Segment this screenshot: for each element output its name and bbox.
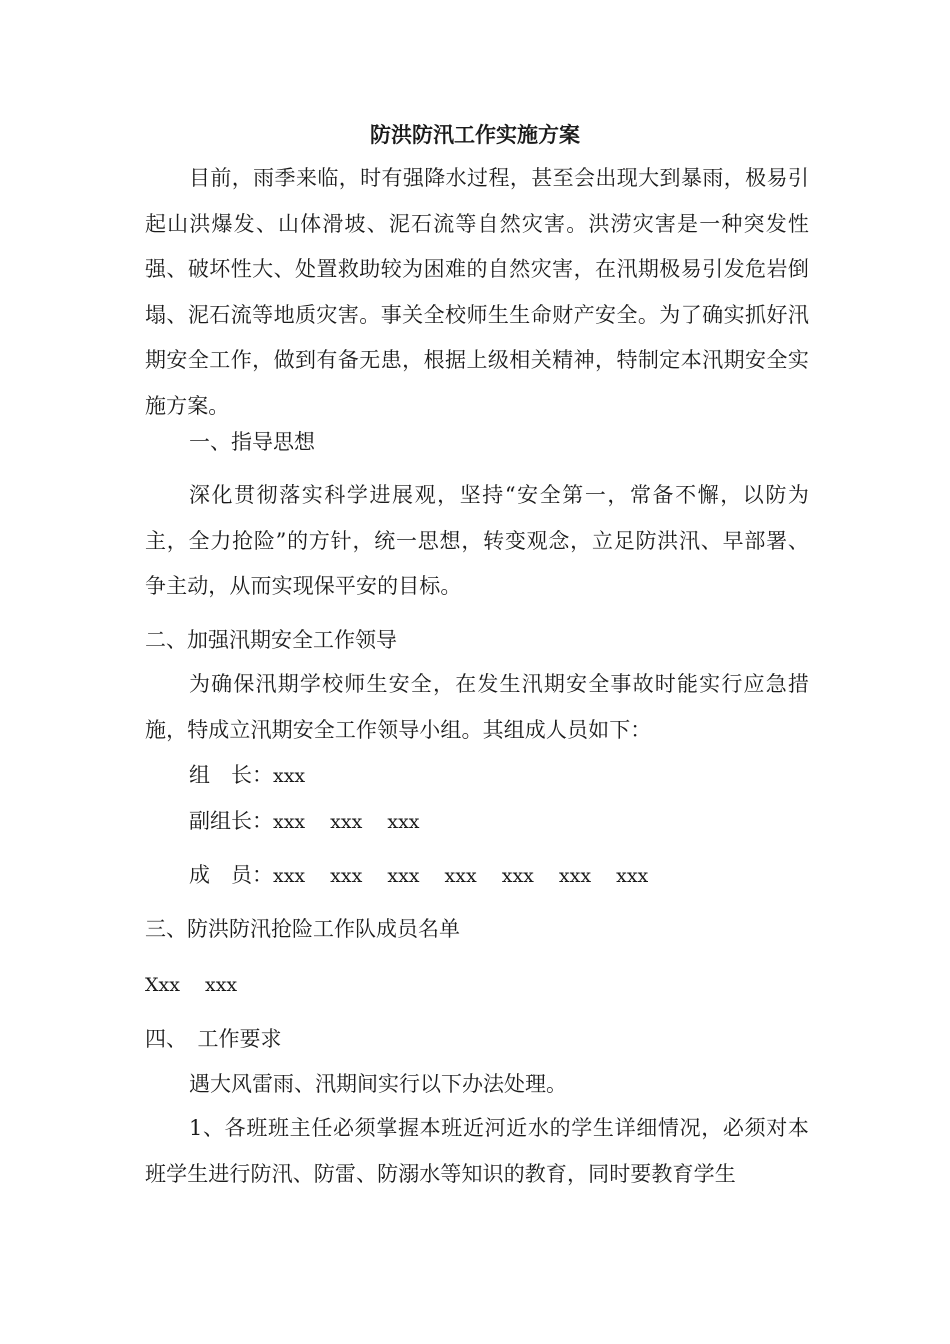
deputy-row bbox=[145, 799, 853, 845]
section-3-names: Xxx xxx bbox=[145, 974, 238, 996]
section-1-body: 深化贯彻落实科学进展观，坚持“安全第一，常备不懈，以防为主，全力抢险”的方针，统一思想，转变观念，立足防洪汛、早部署、争主动，从而实现保平安的目标。 bbox=[145, 483, 809, 598]
members-label: 成 员： bbox=[189, 863, 273, 887]
members-names: xxx xxx xxx xxx xxx xxx xxx bbox=[273, 865, 649, 887]
intro-paragraph: 目前，雨季来临，时有强降水过程，甚至会出现大到暴雨，极易引起山洪爆发、山体滑坡、泥石流等自然灾害。洪涝灾害是一种突发性强、破坏性大、处置救助较为困难的自然灾害，在汛期极易引发危岩倒塌、泥石流等地质灾害。事关全校师生生命财产安全。为了确实抓好汛期安全工作，做到有备无患，根据上级相关精神，特制定本汛期安全实施方案。 bbox=[145, 166, 809, 418]
section-4-heading: 四、 工作要求 bbox=[145, 1027, 282, 1051]
section-2-heading: 二、加强汛期安全工作领导 bbox=[145, 628, 397, 652]
section-4-item-1: 1、各班班主任必须掌握本班近河近水的学生详细情况，必须对本班学生进行防汛、防雷、防溺水等知识的教育，同时要教育学生 bbox=[145, 1116, 809, 1186]
members-row bbox=[145, 853, 853, 899]
leader-names: xxx bbox=[273, 765, 306, 787]
leader-row bbox=[145, 753, 853, 799]
section-3-heading: 三、防洪防汛抢险工作队成员名单 bbox=[145, 917, 460, 941]
deputy-label: 副组长： bbox=[189, 809, 273, 833]
section-2-body: 为确保汛期学校师生安全，在发生汛期安全事故时能实行应急措施，特成立汛期安全工作领导小组。其组成人员如下： bbox=[145, 672, 809, 742]
deputy-names: xxx xxx xxx bbox=[273, 811, 420, 833]
section-1-heading: 一、指导思想 bbox=[189, 430, 315, 454]
section-4-body: 遇大风雷雨、汛期间实行以下办法处理。 bbox=[189, 1072, 567, 1096]
leader-label: 组 长： bbox=[189, 763, 273, 787]
document-title: 防洪防汛工作实施方案 bbox=[370, 122, 580, 147]
